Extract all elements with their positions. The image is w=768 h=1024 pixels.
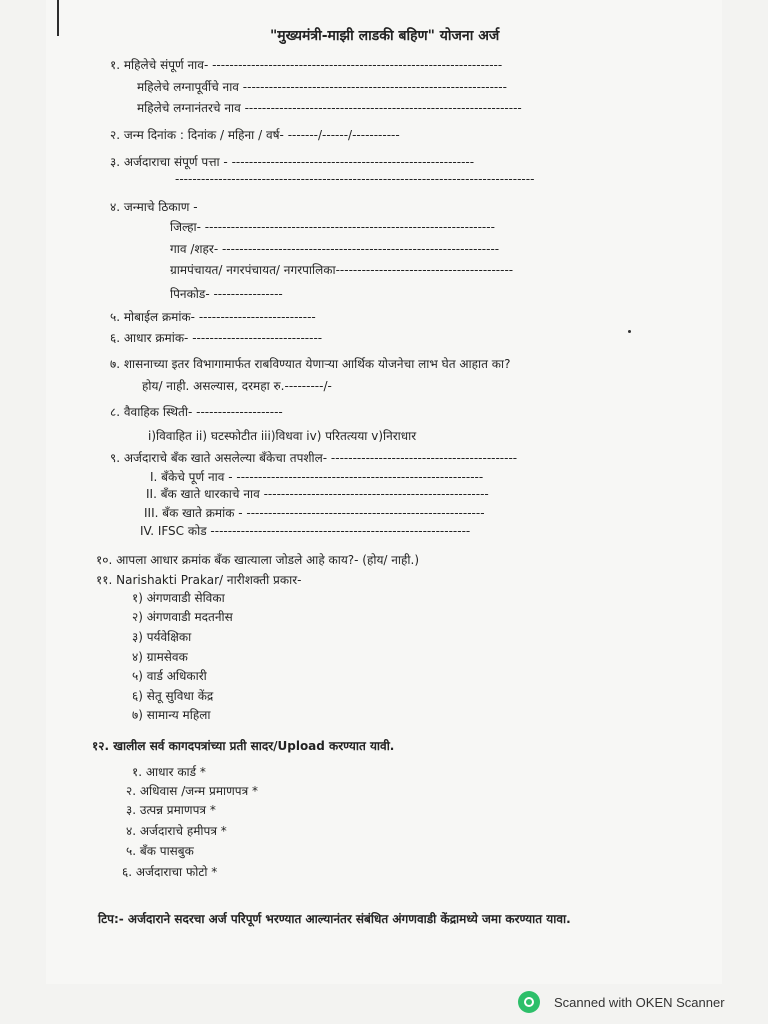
category-item: १) अंगणवाडी सेविका xyxy=(132,591,225,605)
field-bank-details: ९. अर्जदाराचे बँक खाते असलेल्या बँकेचा तपशील- ------------------------------------------- xyxy=(110,451,518,465)
document-item: ३. उत्पन्न प्रमाणपत्र * xyxy=(126,803,216,817)
field-district: जिल्हा- ------------------------------------------------------------------- xyxy=(170,220,495,234)
field-marital-status: ८. वैवाहिक स्थिती- -------------------- xyxy=(110,405,283,419)
submission-note: टिप:- अर्जदाराने सदरचा अर्ज परिपूर्ण भरण्यात आल्यानंतर संबंधित अंगणवाडी केंद्रामध्ये जमा करण्यात यावा. xyxy=(98,912,571,926)
field-maiden-name: महिलेचे लग्नापूर्वीचे नाव ------------------------------------------------------------- xyxy=(137,80,507,94)
documents-heading: १२. खालील सर्व कागदपत्रांच्या प्रती सादर/Upload करण्यात यावी. xyxy=(92,739,395,753)
field-full-name: १. महिलेचे संपूर्ण नाव- ------------------------------------------------------------------- xyxy=(110,58,503,72)
document-item: ५. बँक पासबुक xyxy=(126,844,194,858)
field-married-name: महिलेचे लग्नानंतरचे नाव ---------------------------------------------------------------- xyxy=(137,101,522,115)
field-account-number: III. बँक खाते क्रमांक - ------------------------------------------------------- xyxy=(144,506,485,520)
document-item: ६. अर्जदाराचा फोटो * xyxy=(122,865,218,879)
scanner-watermark-text: Scanned with OKEN Scanner xyxy=(554,994,725,1010)
field-village: गाव /शहर- ---------------------------------------------------------------- xyxy=(170,242,500,256)
category-item: ६) सेतू सुविधा केंद्र xyxy=(132,689,214,703)
scanner-watermark xyxy=(518,990,725,1014)
margin-line xyxy=(57,0,59,36)
field-dob: २. जन्म दिनांक : दिनांक / महिना / वर्ष- -------/------/----------- xyxy=(110,128,400,142)
field-pincode: पिनकोड- ---------------- xyxy=(170,287,283,301)
field-address: ३. अर्जदाराचा संपूर्ण पत्ता - -------------------------------------------------------- xyxy=(110,155,475,169)
field-address-line2: ----------------------------------------------------------------------------------- xyxy=(175,172,535,186)
field-aadhaar: ६. आधार क्रमांक- ------------------------------ xyxy=(110,331,323,345)
document-item: ४. अर्जदाराचे हमीपत्र * xyxy=(126,824,227,838)
document-item: १. आधार कार्ड * xyxy=(132,765,206,779)
field-aadhaar-linked: १०. आपला आधार क्रमांक बँक खात्याला जोडले आहे काय?- (होय/ नाही.) xyxy=(96,553,420,567)
field-other-schemes-amount: होय/ नाही. असल्यास, दरमहा रु.---------/- xyxy=(142,379,332,393)
field-mobile: ५. मोबाईल क्रमांक- --------------------------- xyxy=(110,310,316,324)
oken-scanner-logo-icon xyxy=(518,991,540,1013)
field-narishakti-type: ११. Narishakti Prakar/ नारीशक्ती प्रकार- xyxy=(96,573,302,587)
category-item: ५) वार्ड अधिकारी xyxy=(132,669,207,683)
category-item: ७) सामान्य महिला xyxy=(132,708,211,722)
form-title: "मुख्यमंत्री-माझी लाडकी बहिण" योजना अर्ज xyxy=(270,28,500,44)
field-panchayat: ग्रामपंचायत/ नगरपंचायत/ नगरपालिका----------------------------------------- xyxy=(170,263,514,277)
category-item: ३) पर्यवेक्षिका xyxy=(132,630,192,644)
document-item: २. अधिवास /जन्म प्रमाणपत्र * xyxy=(126,784,259,798)
field-other-schemes: ७. शासनाच्या इतर विभागामार्फत राबविण्यात येणाऱ्या आर्थिक योजनेचा लाभ घेत आहात का? xyxy=(110,357,511,371)
scan-speck xyxy=(628,330,631,333)
field-account-holder: II. बँक खाते धारकाचे नाव ---------------------------------------------------- xyxy=(146,487,489,501)
marital-options: i)विवाहित ii) घटस्फोटीत iii)विधवा iv) परितत्यया v)निराधार xyxy=(148,429,417,443)
field-birthplace: ४. जन्माचे ठिकाण - xyxy=(110,200,198,214)
field-bank-name: I. बँकेचे पूर्ण नाव - --------------------------------------------------------- xyxy=(150,470,484,484)
field-ifsc: IV. IFSC कोड ------------------------------------------------------------ xyxy=(140,524,471,538)
category-item: ४) ग्रामसेवक xyxy=(132,650,188,664)
category-item: २) अंगणवाडी मदतनीस xyxy=(132,610,233,624)
